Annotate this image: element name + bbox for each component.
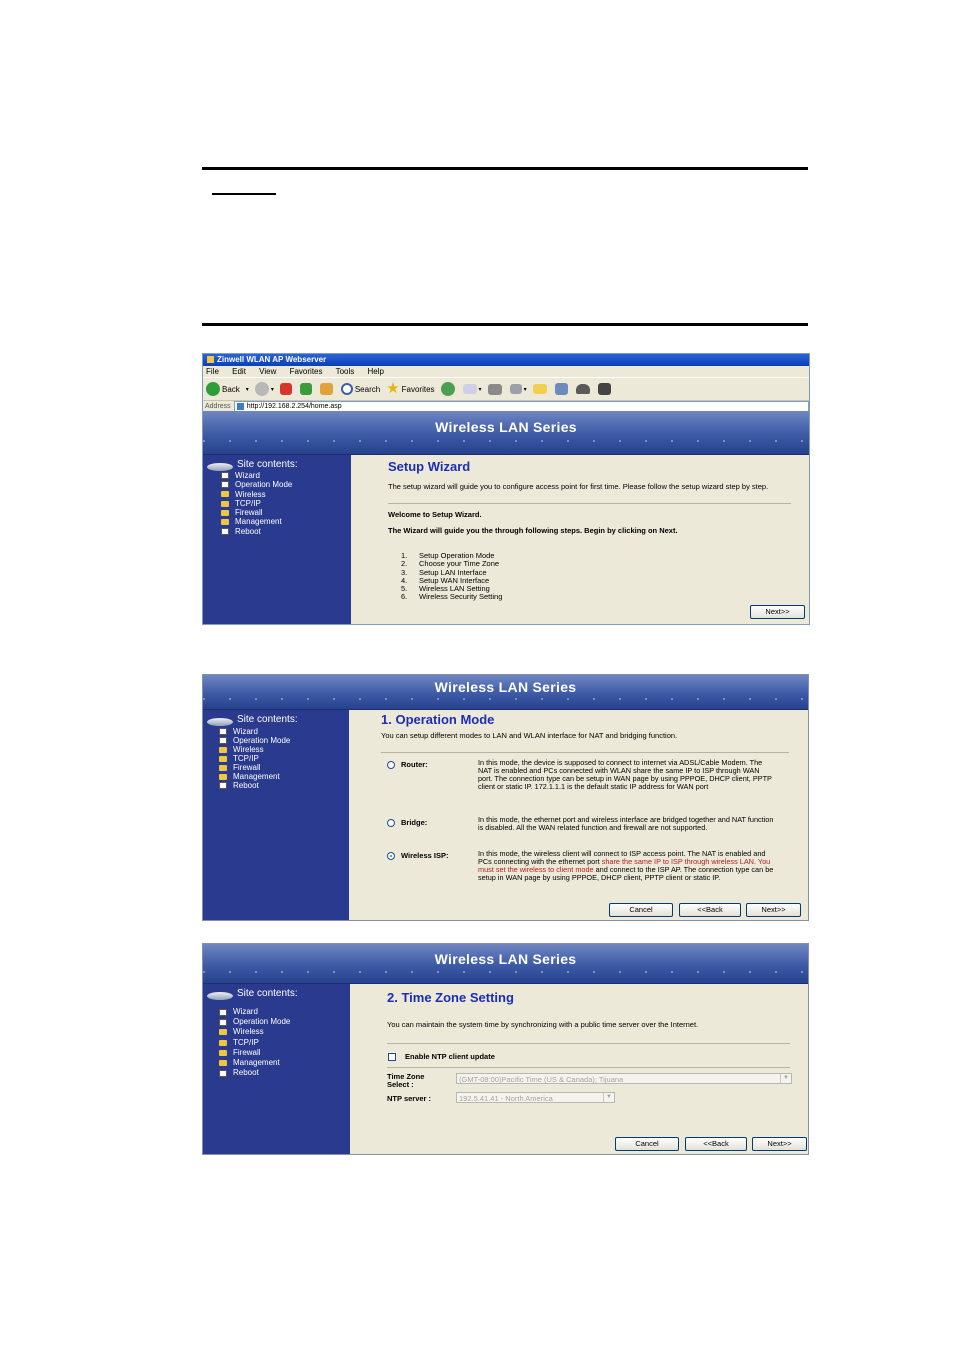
search-label: Search: [354, 384, 381, 394]
sidebar: [203, 710, 349, 920]
sidebar-item-reboot[interactable]: Reboot: [219, 1068, 290, 1078]
page-title: Setup Wizard: [388, 459, 471, 474]
next-button[interactable]: Next>>: [752, 1137, 807, 1151]
menu-file[interactable]: File: [206, 367, 219, 376]
opmode-intro: You can setup different modes to LAN and WLAN interface for NAT and bridging function.: [381, 731, 678, 740]
home-button[interactable]: [320, 383, 335, 395]
chevron-down-icon: ▼: [780, 1074, 791, 1083]
page-icon: [221, 528, 229, 535]
edit-button[interactable]: ▾: [510, 384, 527, 394]
ie-icon: [207, 356, 214, 363]
time-zone-select[interactable]: (GMT-08:00)Pacific Time (US & Canada); Tijuana ▼: [456, 1073, 792, 1084]
network-globe-icon: [207, 463, 233, 471]
history-icon: [441, 382, 455, 396]
search-icon: [341, 383, 353, 395]
step-item: 3. Setup LAN Interface: [401, 567, 487, 577]
sidebar-item-operation-mode[interactable]: Operation Mode: [221, 480, 292, 489]
sidebar-item-tcpip[interactable]: TCP/IP: [219, 1038, 290, 1048]
sidebar-item-wireless[interactable]: Wireless: [219, 1027, 290, 1037]
sidebar-item-operation-mode[interactable]: Operation Mode: [219, 1017, 290, 1027]
refresh-button[interactable]: [300, 383, 314, 395]
favorites-button[interactable]: [386, 382, 434, 396]
back-button[interactable]: Back ▾: [206, 382, 249, 396]
step-item: 5. Wireless LAN Setting: [401, 584, 490, 594]
bridge-description: In this mode, the ethernet port and wireless interface are bridged together and NAT function is disabled. All the WAN related function and firewall are not supported.: [478, 815, 774, 832]
browser-toolbar: [203, 377, 809, 401]
page-icon: [219, 737, 227, 744]
page-icon: [219, 1009, 227, 1016]
folder-icon: [221, 491, 229, 497]
menu-help[interactable]: Help: [367, 367, 384, 376]
mail-button[interactable]: ▾: [463, 384, 482, 394]
page-icon: [219, 728, 227, 735]
welcome-text: Welcome to Setup Wizard.: [388, 510, 482, 519]
media-icon: [598, 383, 611, 395]
browser-window: [202, 353, 810, 625]
bridge-radio[interactable]: [387, 819, 395, 827]
browser-title: Zinwell WLAN AP Webserver: [217, 355, 327, 364]
banner: [203, 411, 809, 455]
guide-text: The Wizard will guide you the through following steps. Begin by clicking on Next.: [388, 526, 678, 535]
browser-titlebar: [203, 354, 809, 366]
wireless-isp-radio[interactable]: [387, 852, 395, 860]
folder-icon: [219, 774, 227, 780]
bottom-rule: [202, 323, 808, 326]
site-contents-heading: Site contents:: [237, 459, 298, 470]
folder-icon: [219, 765, 227, 771]
wireless-isp-option[interactable]: Wireless ISP:: [387, 851, 448, 860]
research-icon: [555, 383, 568, 395]
sidebar-item-tcpip[interactable]: TCP/IP: [219, 754, 290, 763]
time-zone-content: [350, 984, 808, 1154]
step-item: 1. Setup Operation Mode: [401, 551, 495, 560]
router-radio[interactable]: [387, 761, 395, 769]
sidebar-item-management[interactable]: Management: [219, 772, 290, 781]
back-arrow-icon: [206, 382, 220, 396]
note-heading-underline: [212, 193, 276, 195]
ntp-enable-checkbox[interactable]: [388, 1053, 396, 1061]
wizard-intro: The setup wizard will guide you to configure access point for first time. Please follow the setup wizard step by step.: [388, 482, 769, 491]
folder-icon: [219, 1060, 227, 1066]
favorites-label: Favorites: [401, 384, 435, 394]
cancel-button[interactable]: Cancel: [615, 1137, 679, 1151]
menu-tools[interactable]: Tools: [335, 367, 355, 376]
page-icon: [219, 782, 227, 789]
address-url: http://192.168.2.254/home.asp: [246, 403, 342, 410]
home-icon: [320, 383, 333, 395]
step-item: 2. Choose your Time Zone: [401, 559, 500, 569]
folder-icon: [219, 1040, 227, 1046]
router-description: In this mode, the device is supposed to connect to internet via ADSL/Cable Modem. The NAT is enabled and PCs connected with WLAN share the same IP to ISP through WAN port. The connection type can be setup in WAN page by using PPPOE, DHCP client, PPTP client or static IP. 172.1.1.1 is the default static IP address for WAN port: [478, 758, 772, 791]
folder-icon: [533, 384, 547, 394]
banner: [203, 675, 808, 710]
sidebar-item-management[interactable]: Management: [219, 1058, 290, 1068]
sidebar-item-wireless[interactable]: Wireless: [219, 745, 290, 754]
top-rule: [202, 167, 808, 170]
network-globe-icon: [207, 718, 233, 726]
stop-button[interactable]: [280, 383, 294, 395]
research-button[interactable]: [555, 383, 570, 395]
ntp-server-label: NTP server :: [387, 1094, 432, 1103]
cancel-button[interactable]: Cancel: [609, 903, 673, 917]
wizard-content: [351, 455, 809, 624]
timezone-intro: You can maintain the system time by synchronizing with a public time server over the Internet.: [387, 1020, 699, 1029]
banner: [203, 944, 808, 984]
folder-icon: [219, 1050, 227, 1056]
sidebar-item-wizard[interactable]: Wizard: [219, 727, 290, 736]
wireless-isp-description: In this mode, the wireless client will connect to ISP access point. The NAT is enabled and PCs connecting with the ethernet port share the same IP to ISP through wireless LAN. You must set the wireless to client mode and connect to the ISP AP. The connection type can be setup in WAN page by using PPPOE, DHCP client, PPTP client or static IP.: [478, 849, 774, 882]
sidebar-item-reboot[interactable]: Reboot: [221, 527, 292, 536]
star-icon: ★: [386, 380, 400, 397]
page-icon: [221, 472, 229, 479]
bridge-option[interactable]: Bridge:: [387, 818, 427, 827]
sidebar-item-wizard[interactable]: Wizard: [219, 1007, 290, 1017]
folder-icon: [219, 1029, 227, 1035]
address-label: Address: [205, 403, 231, 410]
folder-icon: [219, 756, 227, 762]
page-icon: [219, 1019, 227, 1026]
menu-edit[interactable]: Edit: [232, 367, 246, 376]
sidebar: [203, 984, 350, 1154]
network-globe-icon: [207, 992, 233, 1000]
chevron-down-icon: ▼: [603, 1093, 614, 1102]
banner-title: Wireless LAN Series: [434, 951, 577, 967]
router-option[interactable]: Router:: [387, 760, 428, 769]
mail-icon: [463, 384, 477, 394]
time-zone-app: [202, 943, 809, 1155]
menu-view[interactable]: View: [259, 367, 277, 376]
messenger-button[interactable]: [576, 384, 592, 394]
folder-button[interactable]: [533, 384, 549, 394]
wizard-app: [203, 411, 809, 624]
media-button[interactable]: [598, 383, 613, 395]
page-icon: [221, 481, 229, 488]
ntp-server-select[interactable]: 192.5.41.41 - North America ▼: [456, 1092, 615, 1103]
page-icon: [237, 403, 244, 410]
sidebar-item-firewall[interactable]: Firewall: [219, 763, 290, 772]
printer-icon: [488, 384, 502, 395]
browser-menubar: [203, 366, 809, 377]
stop-icon: [280, 383, 292, 395]
forward-button[interactable]: ▾: [255, 382, 274, 396]
steps-list: [401, 552, 502, 602]
back-button[interactable]: <<Back: [685, 1137, 747, 1151]
folder-icon: [221, 501, 229, 507]
back-button[interactable]: <<Back: [679, 903, 741, 917]
page-title: 1. Operation Mode: [381, 712, 495, 727]
sidebar-item-tcpip[interactable]: TCP/IP: [221, 499, 292, 508]
edit-icon: [510, 384, 522, 394]
history-button[interactable]: [441, 382, 457, 396]
search-button[interactable]: [341, 383, 380, 395]
next-button[interactable]: Next>>: [746, 903, 801, 917]
banner-title: Wireless LAN Series: [435, 419, 577, 435]
sidebar-item-wireless[interactable]: Wireless: [221, 490, 292, 499]
folder-icon: [221, 519, 229, 525]
time-zone-label: Time Zone Select :: [387, 1072, 425, 1089]
messenger-icon: [576, 384, 590, 394]
sidebar-item-wizard[interactable]: Wizard: [221, 471, 292, 480]
forward-arrow-icon: [255, 382, 269, 396]
next-button[interactable]: Next>>: [750, 605, 805, 619]
folder-icon: [221, 510, 229, 516]
refresh-icon: [300, 383, 312, 395]
menu-favorites[interactable]: Favorites: [289, 367, 323, 376]
folder-icon: [219, 747, 227, 753]
banner-title: Wireless LAN Series: [434, 679, 577, 695]
operation-mode-content: [349, 710, 808, 920]
page-title: 2. Time Zone Setting: [387, 990, 514, 1005]
operation-mode-app: [202, 674, 809, 921]
page-icon: [219, 1070, 227, 1077]
step-item: 4. Setup WAN Interface: [401, 575, 490, 585]
sidebar-item-firewall[interactable]: Firewall: [221, 508, 292, 517]
print-button[interactable]: [488, 384, 504, 395]
sidebar-item-reboot[interactable]: Reboot: [219, 781, 290, 790]
site-contents-heading: Site contents:: [237, 714, 298, 725]
site-contents-heading: Site contents:: [237, 988, 298, 999]
back-label: Back: [222, 384, 240, 394]
ntp-enable-option[interactable]: Enable NTP client update: [388, 1052, 495, 1061]
sidebar-item-management[interactable]: Management: [221, 517, 292, 526]
step-item: 6. Wireless Security Setting: [401, 592, 503, 602]
sidebar-item-operation-mode[interactable]: Operation Mode: [219, 736, 290, 745]
sidebar: [203, 455, 351, 624]
sidebar-item-firewall[interactable]: Firewall: [219, 1048, 290, 1058]
